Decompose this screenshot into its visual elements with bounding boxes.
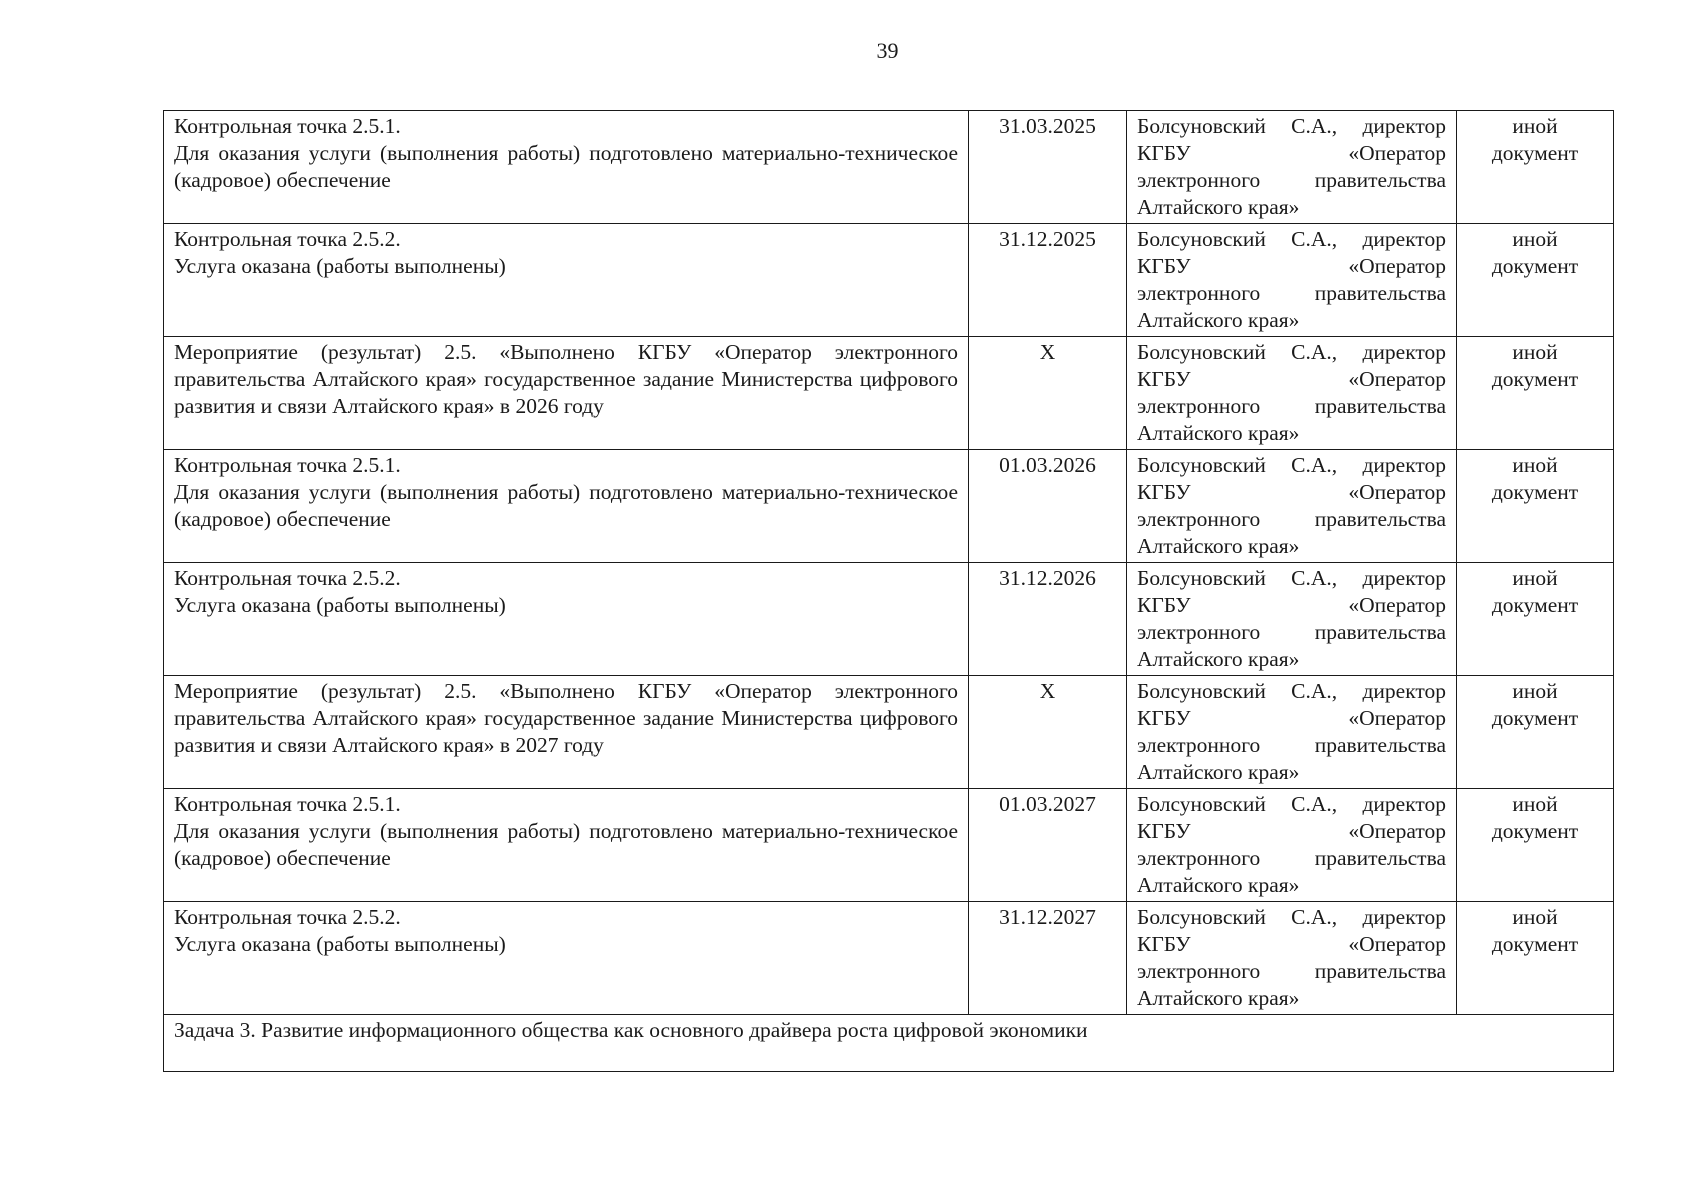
responsible-org-word: «Оператор bbox=[1348, 593, 1446, 617]
table-body bbox=[164, 111, 1614, 1072]
responsible-line: Алтайского края» bbox=[1137, 195, 1300, 219]
responsible-line bbox=[1137, 366, 1446, 393]
checkpoint-title: Контрольная точка 2.5.2. bbox=[174, 566, 401, 590]
date-cell: 31.12.2025 bbox=[969, 224, 1127, 337]
responsible-line: электронного правительства bbox=[1137, 846, 1446, 870]
responsible-line: электронного правительства bbox=[1137, 733, 1446, 757]
task-row bbox=[164, 1015, 1614, 1072]
responsible-cell bbox=[1127, 337, 1457, 450]
responsible-org-abbr: КГБУ bbox=[1137, 593, 1191, 617]
checkpoint-title: Контрольная точка 2.5.1. bbox=[174, 792, 401, 816]
checkpoint-cell bbox=[164, 111, 969, 224]
responsible-line: электронного правительства bbox=[1137, 394, 1446, 418]
checkpoint-cell bbox=[164, 224, 969, 337]
document-type-word: иной bbox=[1512, 679, 1558, 703]
checkpoint-title: Контрольная точка 2.5.2. bbox=[174, 905, 401, 929]
table-row bbox=[164, 676, 1614, 789]
responsible-org-word: «Оператор bbox=[1348, 480, 1446, 504]
document-type-cell bbox=[1457, 676, 1614, 789]
responsible-line: Болсуновский С.А., директор bbox=[1137, 114, 1446, 138]
document-type-word: документ bbox=[1491, 254, 1579, 278]
checkpoint-title: Контрольная точка 2.5.1. bbox=[174, 453, 401, 477]
responsible-line bbox=[1137, 253, 1446, 280]
responsible-line: электронного правительства bbox=[1137, 168, 1446, 192]
table-row bbox=[164, 450, 1614, 563]
responsible-line: Болсуновский С.А., директор bbox=[1137, 227, 1446, 251]
event-cell bbox=[164, 676, 969, 789]
table-row bbox=[164, 563, 1614, 676]
checkpoint-cell bbox=[164, 902, 969, 1015]
responsible-line: электронного правительства bbox=[1137, 959, 1446, 983]
checkpoint-title: Контрольная точка 2.5.2. bbox=[174, 227, 401, 251]
document-type-word: иной bbox=[1512, 792, 1558, 816]
document-type-cell bbox=[1457, 111, 1614, 224]
table-row bbox=[164, 224, 1614, 337]
responsible-line: Алтайского края» bbox=[1137, 647, 1300, 671]
document-type-word: иной bbox=[1512, 566, 1558, 590]
responsible-line bbox=[1137, 592, 1446, 619]
responsible-cell bbox=[1127, 450, 1457, 563]
responsible-line bbox=[1137, 479, 1446, 506]
plan-table bbox=[163, 110, 1614, 1072]
responsible-org-abbr: КГБУ bbox=[1137, 932, 1191, 956]
table-row bbox=[164, 902, 1614, 1015]
date-cell: X bbox=[969, 337, 1127, 450]
checkpoint-title: Контрольная точка 2.5.1. bbox=[174, 114, 401, 138]
date-cell: 01.03.2027 bbox=[969, 789, 1127, 902]
table-row bbox=[164, 789, 1614, 902]
document-type-cell bbox=[1457, 789, 1614, 902]
responsible-cell bbox=[1127, 111, 1457, 224]
responsible-cell bbox=[1127, 902, 1457, 1015]
document-type-cell bbox=[1457, 224, 1614, 337]
responsible-cell bbox=[1127, 789, 1457, 902]
document-type-word: иной bbox=[1512, 114, 1558, 138]
checkpoint-cell bbox=[164, 450, 969, 563]
responsible-line bbox=[1137, 818, 1446, 845]
responsible-line: Болсуновский С.А., директор bbox=[1137, 566, 1446, 590]
document-type-word: документ bbox=[1491, 480, 1579, 504]
responsible-line: Болсуновский С.А., директор bbox=[1137, 340, 1446, 364]
event-text: Мероприятие (результат) 2.5. «Выполнено КГБУ «Оператор электронного правительства Алтайского края» государственное задание Министерства цифрового развития и связи Алтайского края» в 2026 году bbox=[174, 340, 958, 418]
responsible-line bbox=[1137, 931, 1446, 958]
document-type-word: документ bbox=[1491, 932, 1579, 956]
table-row bbox=[164, 111, 1614, 224]
checkpoint-cell bbox=[164, 789, 969, 902]
document-type-word: документ bbox=[1491, 367, 1579, 391]
checkpoint-text: Для оказания услуги (выполнения работы) подготовлено материально-техническое (кадровое) обеспечение bbox=[174, 819, 958, 870]
document-type-cell bbox=[1457, 450, 1614, 563]
checkpoint-text: Услуга оказана (работы выполнены) bbox=[174, 932, 506, 956]
document-type-word: иной bbox=[1512, 340, 1558, 364]
responsible-line: Болсуновский С.А., директор bbox=[1137, 679, 1446, 703]
responsible-cell bbox=[1127, 563, 1457, 676]
responsible-org-abbr: КГБУ bbox=[1137, 367, 1191, 391]
responsible-line: Алтайского края» bbox=[1137, 421, 1300, 445]
responsible-org-word: «Оператор bbox=[1348, 367, 1446, 391]
checkpoint-text: Для оказания услуги (выполнения работы) подготовлено материально-техническое (кадровое) обеспечение bbox=[174, 141, 958, 192]
document-type-cell bbox=[1457, 563, 1614, 676]
document-type-word: документ bbox=[1491, 706, 1579, 730]
document-type-cell bbox=[1457, 902, 1614, 1015]
responsible-line bbox=[1137, 140, 1446, 167]
responsible-cell bbox=[1127, 224, 1457, 337]
responsible-line: электронного правительства bbox=[1137, 281, 1446, 305]
responsible-line: Алтайского края» bbox=[1137, 308, 1300, 332]
table-row bbox=[164, 337, 1614, 450]
responsible-line: Болсуновский С.А., директор bbox=[1137, 453, 1446, 477]
date-cell: 01.03.2026 bbox=[969, 450, 1127, 563]
responsible-line: электронного правительства bbox=[1137, 620, 1446, 644]
document-type-word: иной bbox=[1512, 227, 1558, 251]
checkpoint-cell bbox=[164, 563, 969, 676]
page-number: 39 bbox=[876, 38, 899, 63]
checkpoint-text: Для оказания услуги (выполнения работы) подготовлено материально-техническое (кадровое) обеспечение bbox=[174, 480, 958, 531]
responsible-org-word: «Оператор bbox=[1348, 932, 1446, 956]
responsible-org-abbr: КГБУ bbox=[1137, 706, 1191, 730]
responsible-line: Алтайского края» bbox=[1137, 873, 1300, 897]
document-type-word: иной bbox=[1512, 453, 1558, 477]
task-cell: Задача 3. Развитие информационного общества как основного драйвера роста цифровой экономики bbox=[164, 1015, 1614, 1072]
responsible-line: Алтайского края» bbox=[1137, 986, 1300, 1010]
checkpoint-text: Услуга оказана (работы выполнены) bbox=[174, 593, 506, 617]
responsible-cell bbox=[1127, 676, 1457, 789]
event-cell bbox=[164, 337, 969, 450]
responsible-org-word: «Оператор bbox=[1348, 706, 1446, 730]
responsible-line bbox=[1137, 705, 1446, 732]
date-cell: 31.12.2027 bbox=[969, 902, 1127, 1015]
date-cell: 31.03.2025 bbox=[969, 111, 1127, 224]
date-cell: X bbox=[969, 676, 1127, 789]
document-type-word: документ bbox=[1491, 593, 1579, 617]
responsible-org-word: «Оператор bbox=[1348, 819, 1446, 843]
responsible-line: электронного правительства bbox=[1137, 507, 1446, 531]
document-type-word: документ bbox=[1491, 141, 1579, 165]
responsible-org-abbr: КГБУ bbox=[1137, 480, 1191, 504]
responsible-org-abbr: КГБУ bbox=[1137, 141, 1191, 165]
responsible-line: Алтайского края» bbox=[1137, 534, 1300, 558]
responsible-line: Алтайского края» bbox=[1137, 760, 1300, 784]
responsible-org-word: «Оператор bbox=[1348, 141, 1446, 165]
checkpoint-text: Услуга оказана (работы выполнены) bbox=[174, 254, 506, 278]
document-type-word: иной bbox=[1512, 905, 1558, 929]
responsible-org-word: «Оператор bbox=[1348, 254, 1446, 278]
document-type-cell bbox=[1457, 337, 1614, 450]
responsible-org-abbr: КГБУ bbox=[1137, 254, 1191, 278]
responsible-line: Болсуновский С.А., директор bbox=[1137, 792, 1446, 816]
date-cell: 31.12.2026 bbox=[969, 563, 1127, 676]
document-type-word: документ bbox=[1491, 819, 1579, 843]
responsible-org-abbr: КГБУ bbox=[1137, 819, 1191, 843]
responsible-line: Болсуновский С.А., директор bbox=[1137, 905, 1446, 929]
event-text: Мероприятие (результат) 2.5. «Выполнено КГБУ «Оператор электронного правительства Алтайского края» государственное задание Министерства цифрового развития и связи Алтайского края» в 2027 году bbox=[174, 679, 958, 757]
